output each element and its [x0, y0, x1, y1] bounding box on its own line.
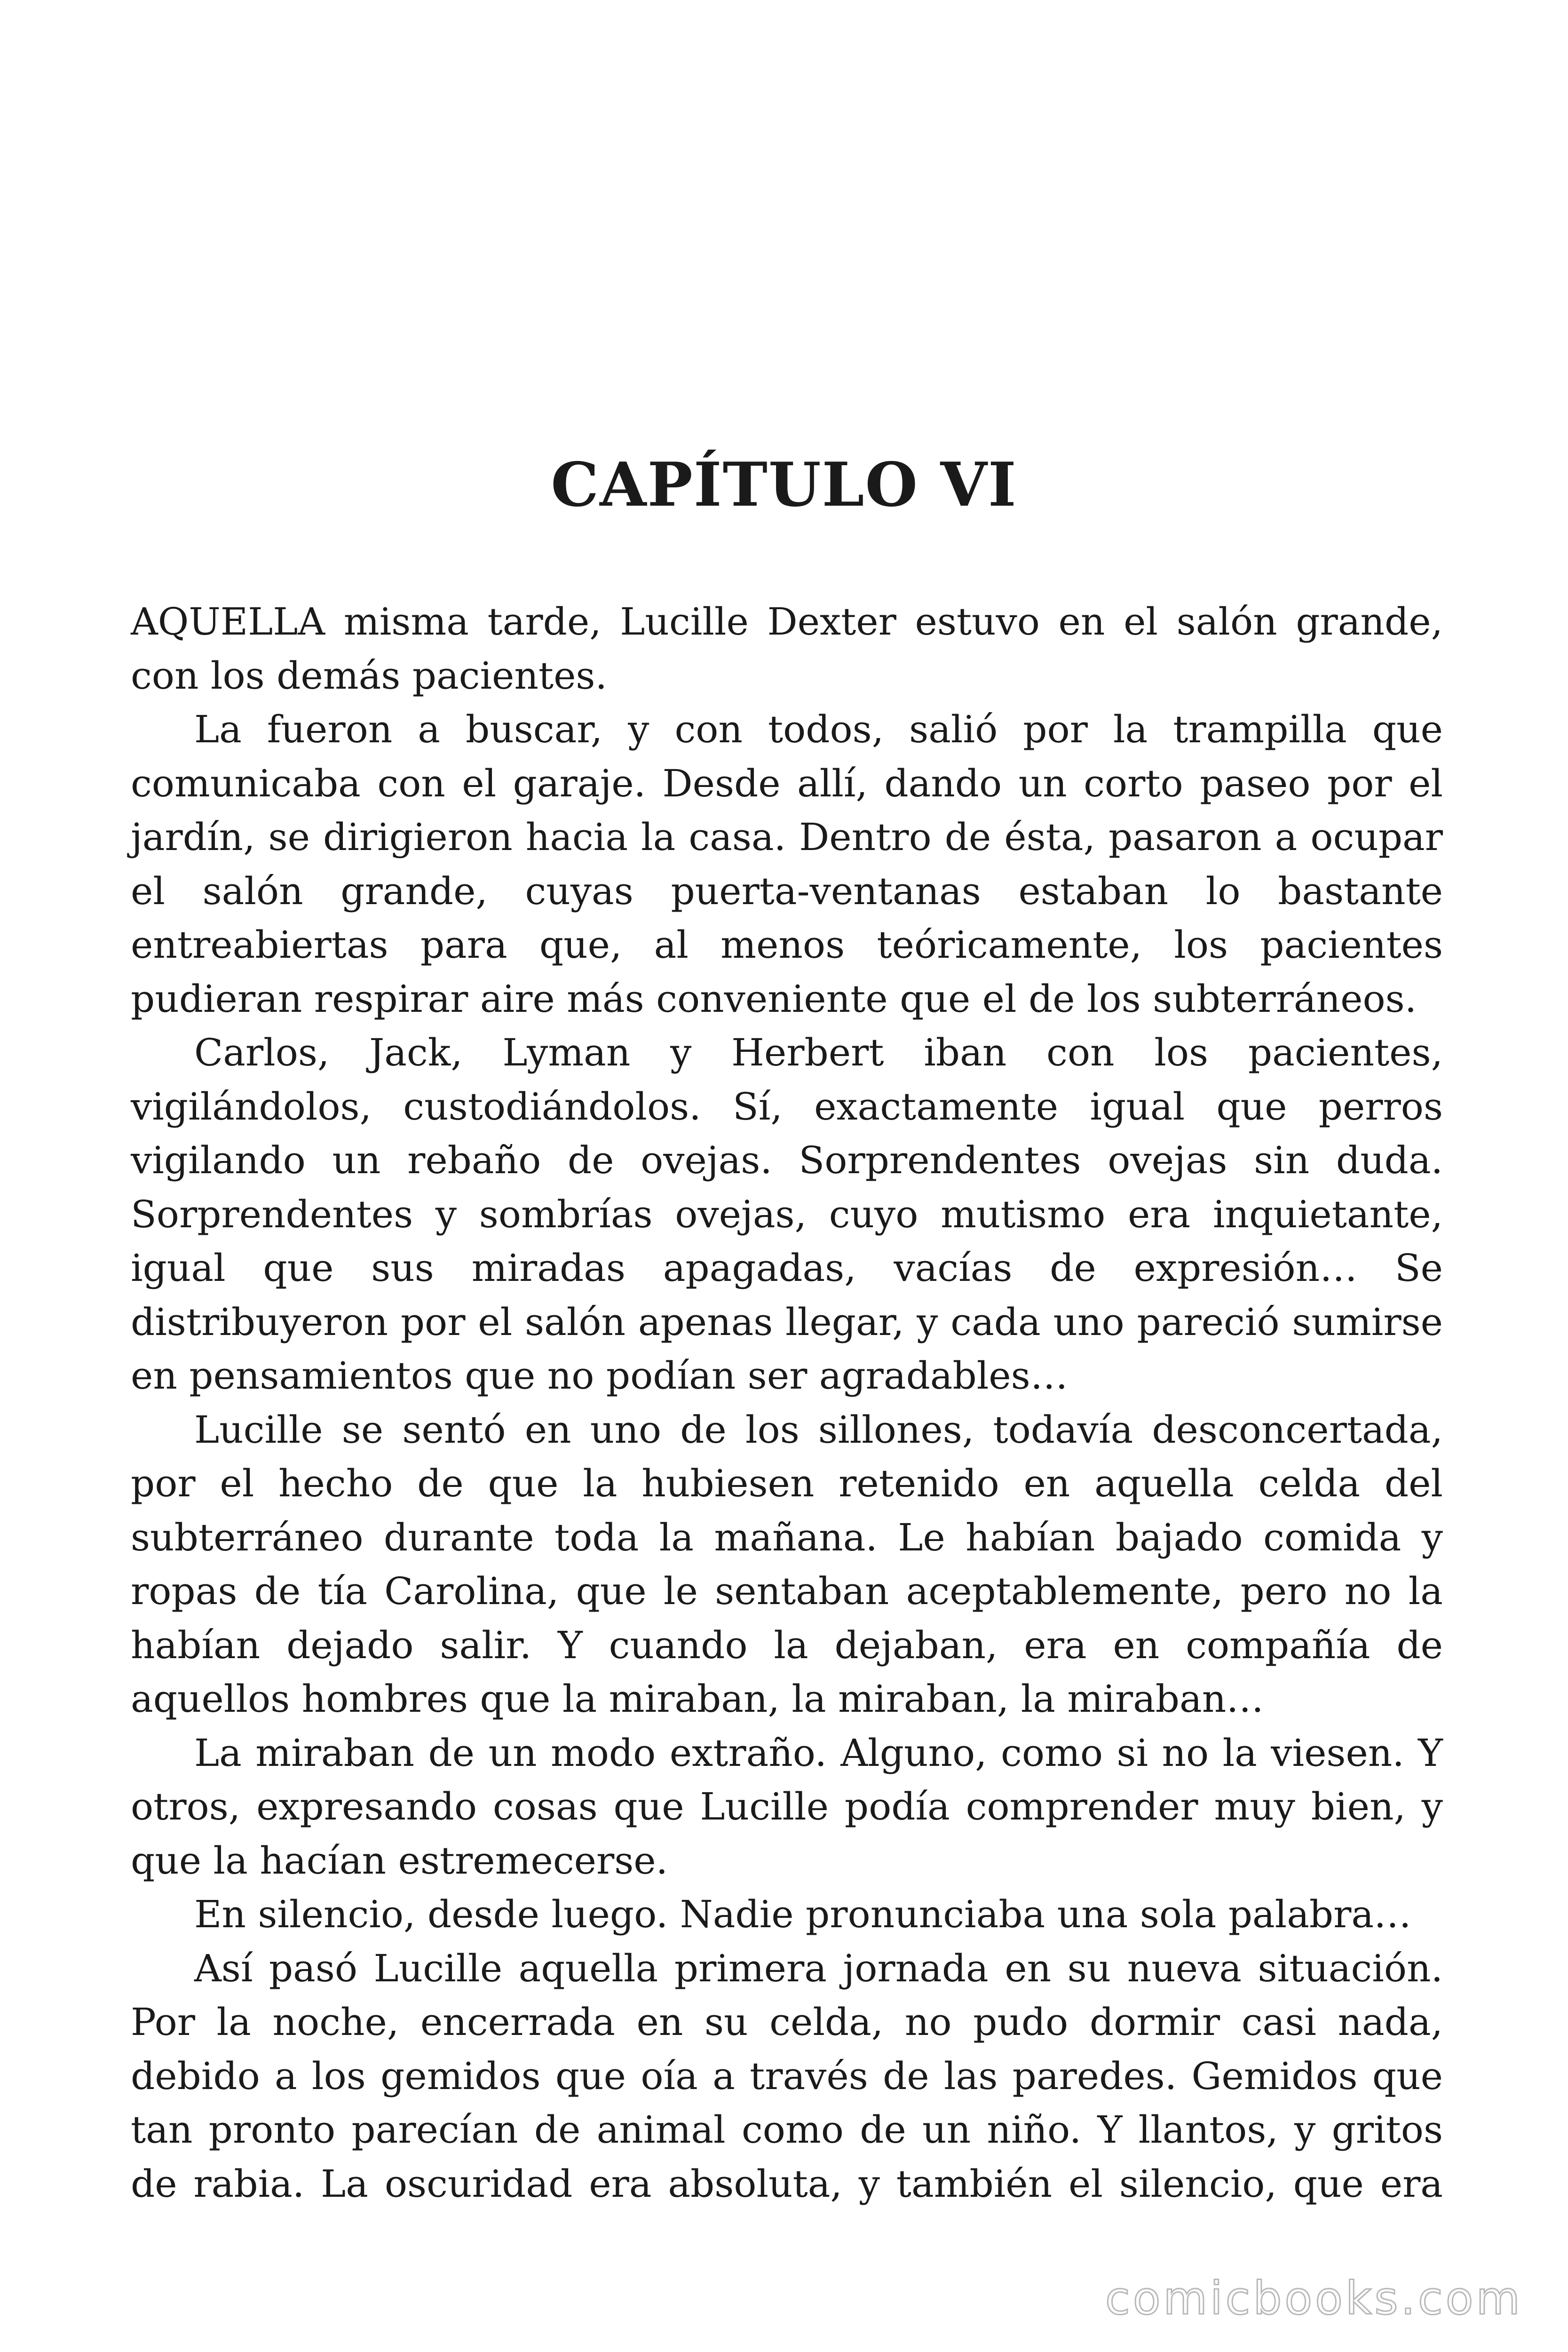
watermark: comicbooks.com [1105, 2272, 1523, 2325]
paragraph: AQUELLA misma tarde, Lucille Dexter estuvo en el salón grande, con los demás pacientes. [131, 600, 1443, 698]
paragraph: La fueron a buscar, y con todos, salió por la trampilla que comunicaba con el garaje. Desde allí, dando un corto paseo por el jardín, se dirigieron hacia la casa. Dentro de ésta, pasaron a ocupar el salón grande, cuyas puerta-ventanas estaban lo bastante entreabiertas para que, al menos teóricamente, los pacientes pudieran respirar aire más conveniente que el de los subterráneos. [131, 707, 1443, 1021]
paragraph-last: Así pasó Lucille aquella primera jornada en su nueva situación. Por la noche, encerrada en su celda, no pudo dormir casi nada, debido a los gemidos que oía a través de las paredes. Gemidos que tan pronto parecían de animal como de un niño. Y llantos, y gritos de rabia. La oscuridad era absoluta, y también el silencio, que era [131, 1946, 1443, 2206]
paragraph: Lucille se sentó en uno de los sillones, todavía desconcertada, por el hecho de que la hubiesen retenido en aquella celda del subterráneo durante toda la mañana. Le habían bajado comida y ropas de tía Carolina, que le sentaban aceptablemente, pero no la habían dejado salir. Y cuando la dejaban, era en compañía de aquellos hombres que la miraban, la miraban, la miraban… [131, 1407, 1443, 1721]
paragraph: Carlos, Jack, Lyman y Herbert iban con los pacientes, vigilándolos, custodiándolos. Sí, exactamente igual que perros vigilando un rebaño de ovejas. Sorprendentes ovejas sin duda. Sorprendentes y sombrías ovejas, cuyo mutismo era inquietante, igual que sus miradas apagadas, vacías de expresión… Se distribuyeron por el salón apenas llegar, y cada uno pareció sumirse en pensamientos que no podían ser agradables… [131, 1031, 1443, 1398]
chapter-title: CAPÍTULO VI [551, 450, 1017, 520]
chapter-body [131, 595, 1443, 2211]
paragraph: En silencio, desde luego. Nadie pronunciaba una sola palabra… [194, 1892, 1412, 1936]
paragraph: La miraban de un modo extraño. Alguno, como si no la viesen. Y otros, expresando cosas que Lucille podía comprender muy bien, y que la hacían estremecerse. [131, 1731, 1443, 1883]
